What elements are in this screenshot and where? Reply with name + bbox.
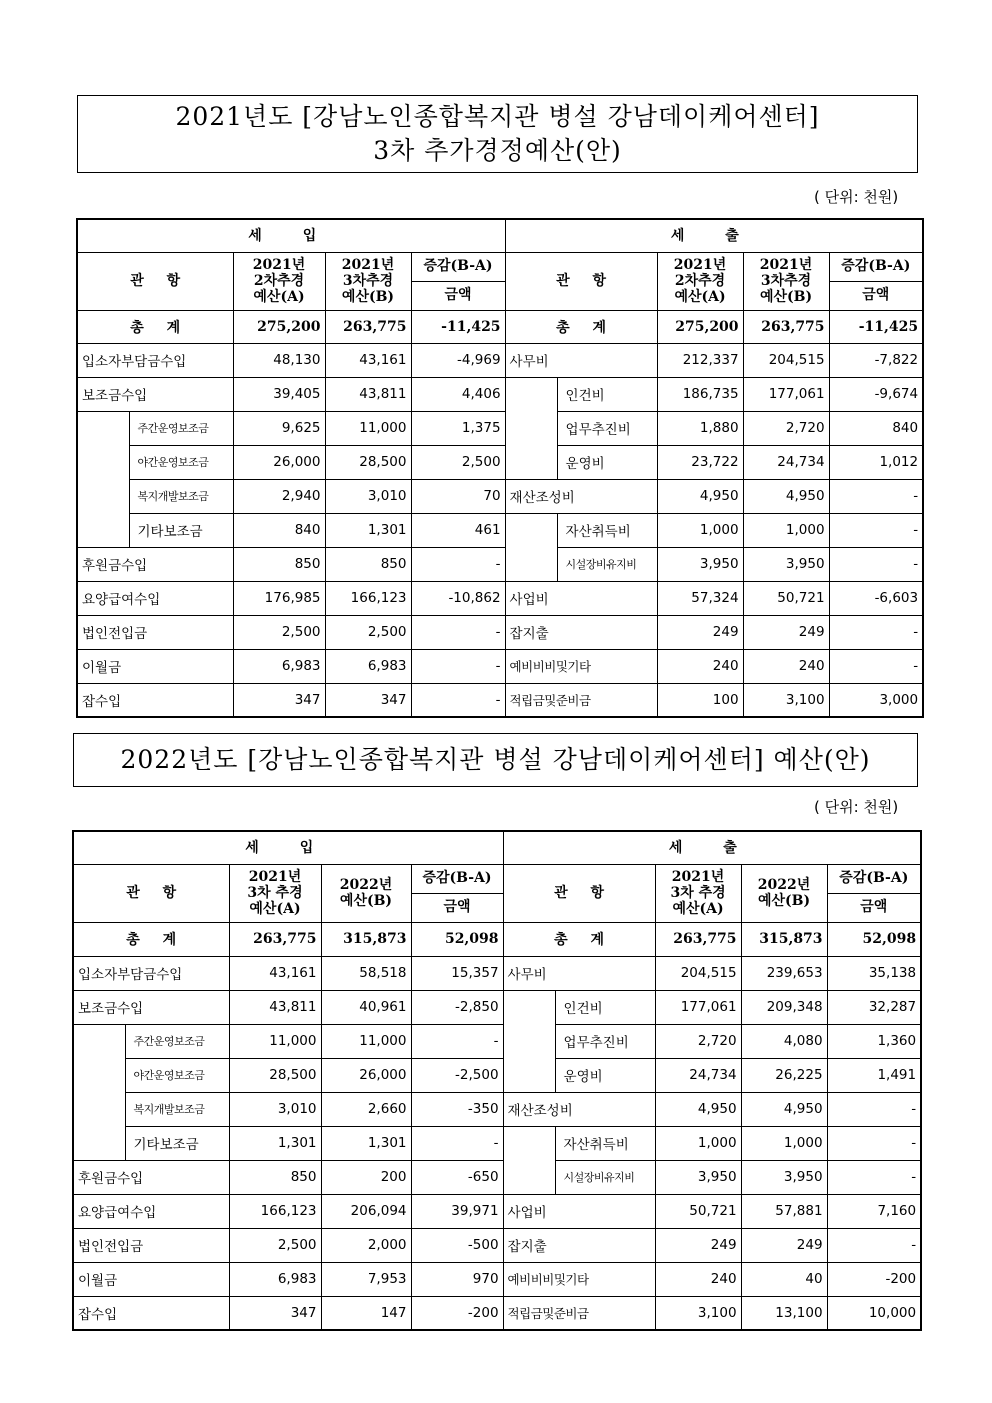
income-b: 3,010 [325, 479, 411, 513]
expense-b: 13,100 [741, 1296, 827, 1330]
col-b-line1: 2022년 [757, 876, 811, 893]
income-a: 28,500 [229, 1058, 321, 1092]
income-label: 후원금수입 [77, 547, 233, 581]
income-diff: - [411, 1126, 503, 1160]
income-b: 2,500 [325, 615, 411, 649]
income-label: 잡수입 [77, 683, 233, 717]
expense-a: 57,324 [657, 581, 743, 615]
income-b: 26,000 [321, 1058, 411, 1092]
income-label: 복지개발보조금 [129, 479, 233, 513]
expense-diff: - [827, 1228, 921, 1262]
expense-diff: 1,012 [829, 445, 923, 479]
income-label: 잡수입 [73, 1296, 229, 1330]
income-a: 166,123 [229, 1194, 321, 1228]
expense-total-a: 275,200 [657, 310, 743, 343]
expense-a: 4,950 [657, 479, 743, 513]
income-diff: 1,375 [411, 411, 505, 445]
expense-b: 57,881 [741, 1194, 827, 1228]
income-b: 200 [321, 1160, 411, 1194]
expense-label: 잡지출 [503, 1228, 655, 1262]
income-label: 요양급여수입 [77, 581, 233, 615]
income-diff: -500 [411, 1228, 503, 1262]
income-diff: - [411, 547, 505, 581]
indent-cell [505, 513, 557, 547]
expense-diff: 35,138 [827, 956, 921, 990]
expense-label: 사업비 [503, 1194, 655, 1228]
income-a: 850 [229, 1160, 321, 1194]
income-diff: - [411, 649, 505, 683]
indent-cell [73, 1058, 125, 1092]
indent-cell [505, 445, 557, 479]
income-label: 입소자부담금수입 [77, 343, 233, 377]
col-a-line1: 2021년 [248, 868, 302, 885]
col-a-line1: 2021년 [671, 868, 725, 885]
income-diff: -10,862 [411, 581, 505, 615]
expense-a: 100 [657, 683, 743, 717]
expense-diff: - [829, 479, 923, 513]
income-diff: - [411, 1024, 503, 1058]
indent-cell [73, 1126, 125, 1160]
income-b: 11,000 [325, 411, 411, 445]
table-row [73, 1024, 921, 1058]
expense-label: 사업비 [505, 581, 657, 615]
income-a: 347 [233, 683, 325, 717]
income-a: 43,161 [229, 956, 321, 990]
income-col-diff: 증감(B-A) [411, 252, 505, 281]
expense-label: 자산취득비 [555, 1126, 655, 1160]
col-b-line3: 예산(B) [759, 289, 813, 306]
income-b: 7,953 [321, 1262, 411, 1296]
income-b: 147 [321, 1296, 411, 1330]
income-label: 기타보조금 [129, 513, 233, 547]
col-a-line3: 예산(A) [249, 901, 301, 918]
expense-total-diff: -11,425 [829, 310, 923, 343]
income-total-b: 263,775 [325, 310, 411, 343]
income-diff: - [411, 615, 505, 649]
table-row [73, 1092, 921, 1126]
expense-a: 240 [655, 1262, 741, 1296]
col-a-line3: 예산(A) [253, 289, 305, 306]
income-diff: -350 [411, 1092, 503, 1126]
income-a: 840 [233, 513, 325, 547]
expense-a: 249 [657, 615, 743, 649]
income-header: 세 입 [77, 219, 505, 252]
expense-a: 3,100 [655, 1296, 741, 1330]
expense-total-b: 315,873 [741, 922, 827, 956]
indent-cell [73, 1092, 125, 1126]
income-label: 야간운영보조금 [125, 1058, 229, 1092]
expense-label: 재산조성비 [505, 479, 657, 513]
expense-label: 예비비비및기타 [503, 1262, 655, 1296]
col-a-line1: 2021년 [673, 256, 727, 273]
indent-cell [77, 411, 129, 445]
income-a: 2,500 [233, 615, 325, 649]
income-b: 1,301 [321, 1126, 411, 1160]
income-b: 6,983 [325, 649, 411, 683]
income-diff: - [411, 683, 505, 717]
expense-diff: -200 [827, 1262, 921, 1296]
expense-label: 업무추진비 [555, 1024, 655, 1058]
expense-a: 3,950 [657, 547, 743, 581]
expense-diff: - [827, 1126, 921, 1160]
income-total-b: 315,873 [321, 922, 411, 956]
col-a-line2: 3차 추경 [670, 884, 726, 901]
table-row [73, 1160, 921, 1194]
expense-a: 249 [655, 1228, 741, 1262]
income-a: 176,985 [233, 581, 325, 615]
expense-b: 240 [743, 649, 829, 683]
col-a-line1: 2021년 [252, 256, 306, 273]
expense-b: 26,225 [741, 1058, 827, 1092]
expense-b: 1,000 [741, 1126, 827, 1160]
income-total-diff: 52,098 [411, 922, 503, 956]
income-a: 11,000 [229, 1024, 321, 1058]
income-a: 6,983 [229, 1262, 321, 1296]
income-label: 입소자부담금수입 [73, 956, 229, 990]
expense-b: 50,721 [743, 581, 829, 615]
indent-cell [77, 479, 129, 513]
col-b-line2: 예산(B) [339, 893, 393, 909]
income-label: 법인전입금 [77, 615, 233, 649]
indent-cell [503, 990, 555, 1024]
income-b: 347 [325, 683, 411, 717]
expense-item-header: 관 항 [503, 864, 655, 922]
col-b-line1: 2021년 [341, 256, 395, 273]
income-col-amount: 금액 [411, 281, 505, 310]
expense-b: 249 [743, 615, 829, 649]
doc1-title-line1: 2021년도 [강남노인종합복지관 병설 강남데이케어센터] [175, 102, 820, 131]
expense-a: 3,950 [655, 1160, 741, 1194]
expense-total-a: 263,775 [655, 922, 741, 956]
expense-diff: -9,674 [829, 377, 923, 411]
col-b-line1: 2022년 [339, 876, 393, 893]
table-row [73, 990, 921, 1024]
expense-total-label: 총 계 [503, 922, 655, 956]
expense-diff: - [829, 615, 923, 649]
table-row [77, 547, 923, 581]
expense-label: 시설장비유지비 [555, 1160, 655, 1194]
indent-cell [77, 445, 129, 479]
expense-b: 40 [741, 1262, 827, 1296]
income-diff: 15,357 [411, 956, 503, 990]
indent-cell [505, 377, 557, 411]
expense-diff: - [827, 1160, 921, 1194]
income-b: 2,660 [321, 1092, 411, 1126]
income-a: 39,405 [233, 377, 325, 411]
income-a: 850 [233, 547, 325, 581]
expense-diff: - [827, 1092, 921, 1126]
income-diff: 461 [411, 513, 505, 547]
expense-a: 24,734 [655, 1058, 741, 1092]
expense-label: 시설장비유지비 [557, 547, 657, 581]
table-row [77, 581, 923, 615]
expense-a: 177,061 [655, 990, 741, 1024]
income-diff: 70 [411, 479, 505, 513]
table-row [77, 377, 923, 411]
income-b: 850 [325, 547, 411, 581]
expense-diff: - [829, 649, 923, 683]
income-a: 347 [229, 1296, 321, 1330]
expense-a: 1,880 [657, 411, 743, 445]
expense-col-b [743, 252, 829, 310]
indent-cell [503, 1160, 555, 1194]
doc1-unit: ( 단위: 천원) [814, 188, 899, 206]
income-a: 2,500 [229, 1228, 321, 1262]
income-total-label: 총 계 [77, 310, 233, 343]
income-col-diff: 증감(B-A) [411, 864, 503, 893]
income-diff: -2,850 [411, 990, 503, 1024]
income-total-a: 275,200 [233, 310, 325, 343]
expense-label: 운영비 [555, 1058, 655, 1092]
expense-diff: 1,491 [827, 1058, 921, 1092]
expense-a: 1,000 [657, 513, 743, 547]
expense-diff: 7,160 [827, 1194, 921, 1228]
col-a-line2: 2차추경 [253, 272, 305, 289]
col-a-line3: 예산(A) [674, 289, 726, 306]
table-row [73, 1262, 921, 1296]
expense-a: 2,720 [655, 1024, 741, 1058]
expense-a: 1,000 [655, 1126, 741, 1160]
income-col-amount: 금액 [411, 893, 503, 922]
income-diff: -650 [411, 1160, 503, 1194]
income-label: 이월금 [77, 649, 233, 683]
income-total-diff: -11,425 [411, 310, 505, 343]
expense-b: 4,080 [741, 1024, 827, 1058]
income-b: 166,123 [325, 581, 411, 615]
income-label: 요양급여수입 [73, 1194, 229, 1228]
doc1-budget-table [76, 218, 924, 718]
income-diff: 39,971 [411, 1194, 503, 1228]
income-col-b [325, 252, 411, 310]
expense-diff: -7,822 [829, 343, 923, 377]
expense-col-amount: 금액 [829, 281, 923, 310]
income-header: 세 입 [73, 831, 503, 864]
income-diff: 2,500 [411, 445, 505, 479]
expense-diff: - [829, 547, 923, 581]
income-a: 6,983 [233, 649, 325, 683]
doc1-title-box [77, 95, 918, 173]
income-total-label: 총 계 [73, 922, 229, 956]
expense-b: 24,734 [743, 445, 829, 479]
expense-b: 4,950 [743, 479, 829, 513]
table-row [73, 1126, 921, 1160]
income-a: 1,301 [229, 1126, 321, 1160]
income-label: 주간운영보조금 [129, 411, 233, 445]
expense-a: 204,515 [655, 956, 741, 990]
doc2-unit: ( 단위: 천원) [814, 798, 899, 816]
income-label: 기타보조금 [125, 1126, 229, 1160]
expense-total-label: 총 계 [505, 310, 657, 343]
table-row [77, 649, 923, 683]
income-label: 후원금수입 [73, 1160, 229, 1194]
expense-label: 자산취득비 [557, 513, 657, 547]
income-b: 206,094 [321, 1194, 411, 1228]
expense-b: 204,515 [743, 343, 829, 377]
income-b: 28,500 [325, 445, 411, 479]
income-col-a [229, 864, 321, 922]
income-col-a [233, 252, 325, 310]
table-row [77, 343, 923, 377]
expense-label: 적립금및준비금 [503, 1296, 655, 1330]
expense-col-diff: 증감(B-A) [829, 252, 923, 281]
expense-b: 3,100 [743, 683, 829, 717]
indent-cell [73, 1024, 125, 1058]
expense-diff: -6,603 [829, 581, 923, 615]
income-label: 법인전입금 [73, 1228, 229, 1262]
col-b-line2: 예산(B) [757, 893, 811, 909]
expense-a: 4,950 [655, 1092, 741, 1126]
expense-label: 운영비 [557, 445, 657, 479]
expense-col-amount: 금액 [827, 893, 921, 922]
income-b: 2,000 [321, 1228, 411, 1262]
expense-col-a [657, 252, 743, 310]
income-label: 이월금 [73, 1262, 229, 1296]
indent-cell [503, 1058, 555, 1092]
indent-cell [505, 411, 557, 445]
expense-b: 3,950 [743, 547, 829, 581]
col-b-line2: 3차추경 [342, 272, 394, 289]
total-row [77, 310, 923, 343]
expense-diff: - [829, 513, 923, 547]
doc2-budget-table [72, 830, 922, 1331]
indent-cell [77, 513, 129, 547]
table-row [77, 445, 923, 479]
expense-a: 23,722 [657, 445, 743, 479]
indent-cell [503, 1024, 555, 1058]
expense-a: 212,337 [657, 343, 743, 377]
income-label: 보조금수입 [77, 377, 233, 411]
income-label: 보조금수입 [73, 990, 229, 1024]
table-row [77, 479, 923, 513]
total-row [73, 922, 921, 956]
income-a: 26,000 [233, 445, 325, 479]
income-a: 2,940 [233, 479, 325, 513]
income-label: 주간운영보조금 [125, 1024, 229, 1058]
income-item-header: 관 항 [77, 252, 233, 310]
expense-diff: 3,000 [829, 683, 923, 717]
income-a: 3,010 [229, 1092, 321, 1126]
expense-diff: 32,287 [827, 990, 921, 1024]
table-row [73, 1296, 921, 1330]
doc2-title-box [73, 733, 918, 787]
expense-a: 50,721 [655, 1194, 741, 1228]
income-diff: -2,500 [411, 1058, 503, 1092]
expense-label: 업무추진비 [557, 411, 657, 445]
income-total-a: 263,775 [229, 922, 321, 956]
expense-label: 잡지출 [505, 615, 657, 649]
expense-a: 240 [657, 649, 743, 683]
expense-total-diff: 52,098 [827, 922, 921, 956]
income-a: 9,625 [233, 411, 325, 445]
income-col-b [321, 864, 411, 922]
income-b: 11,000 [321, 1024, 411, 1058]
expense-b: 177,061 [743, 377, 829, 411]
income-b: 40,961 [321, 990, 411, 1024]
income-diff: -200 [411, 1296, 503, 1330]
income-label: 복지개발보조금 [125, 1092, 229, 1126]
table-row [73, 1194, 921, 1228]
expense-total-b: 263,775 [743, 310, 829, 343]
expense-b: 2,720 [743, 411, 829, 445]
indent-cell [503, 1126, 555, 1160]
col-a-line2: 2차추경 [674, 272, 726, 289]
expense-b: 209,348 [741, 990, 827, 1024]
expense-label: 인건비 [557, 377, 657, 411]
expense-b: 239,653 [741, 956, 827, 990]
col-a-line2: 3차 추경 [247, 884, 303, 901]
table-row [77, 411, 923, 445]
expense-diff: 10,000 [827, 1296, 921, 1330]
expense-b: 4,950 [741, 1092, 827, 1126]
table-row [77, 683, 923, 717]
expense-diff: 840 [829, 411, 923, 445]
income-label: 야간운영보조금 [129, 445, 233, 479]
expense-label: 예비비비및기타 [505, 649, 657, 683]
table-row [73, 1058, 921, 1092]
expense-b: 249 [741, 1228, 827, 1262]
income-b: 58,518 [321, 956, 411, 990]
expense-header: 세 출 [503, 831, 921, 864]
income-item-header: 관 항 [73, 864, 229, 922]
doc1-title-line2: 3차 추가경정예산(안) [373, 136, 622, 165]
col-b-line1: 2021년 [759, 256, 813, 273]
expense-item-header: 관 항 [505, 252, 657, 310]
col-b-line2: 3차추경 [760, 272, 812, 289]
expense-label: 인건비 [555, 990, 655, 1024]
expense-label: 재산조성비 [503, 1092, 655, 1126]
income-diff: 4,406 [411, 377, 505, 411]
expense-col-diff: 증감(B-A) [827, 864, 921, 893]
income-diff: 970 [411, 1262, 503, 1296]
income-a: 48,130 [233, 343, 325, 377]
expense-b: 1,000 [743, 513, 829, 547]
income-a: 43,811 [229, 990, 321, 1024]
table-row [73, 956, 921, 990]
income-b: 43,811 [325, 377, 411, 411]
income-b: 1,301 [325, 513, 411, 547]
expense-label: 적립금및준비금 [505, 683, 657, 717]
expense-diff: 1,360 [827, 1024, 921, 1058]
expense-label: 사무비 [503, 956, 655, 990]
expense-col-b [741, 864, 827, 922]
table-row [77, 615, 923, 649]
col-b-line3: 예산(B) [341, 289, 395, 306]
income-b: 43,161 [325, 343, 411, 377]
expense-b: 3,950 [741, 1160, 827, 1194]
expense-label: 사무비 [505, 343, 657, 377]
col-a-line3: 예산(A) [672, 901, 724, 918]
doc2-title-line1: 2022년도 [강남노인종합복지관 병설 강남데이케어센터] 예산(안) [120, 745, 871, 774]
expense-header: 세 출 [505, 219, 923, 252]
expense-col-a [655, 864, 741, 922]
income-diff: -4,969 [411, 343, 505, 377]
table-row [77, 513, 923, 547]
expense-a: 186,735 [657, 377, 743, 411]
indent-cell [505, 547, 557, 581]
table-row [73, 1228, 921, 1262]
